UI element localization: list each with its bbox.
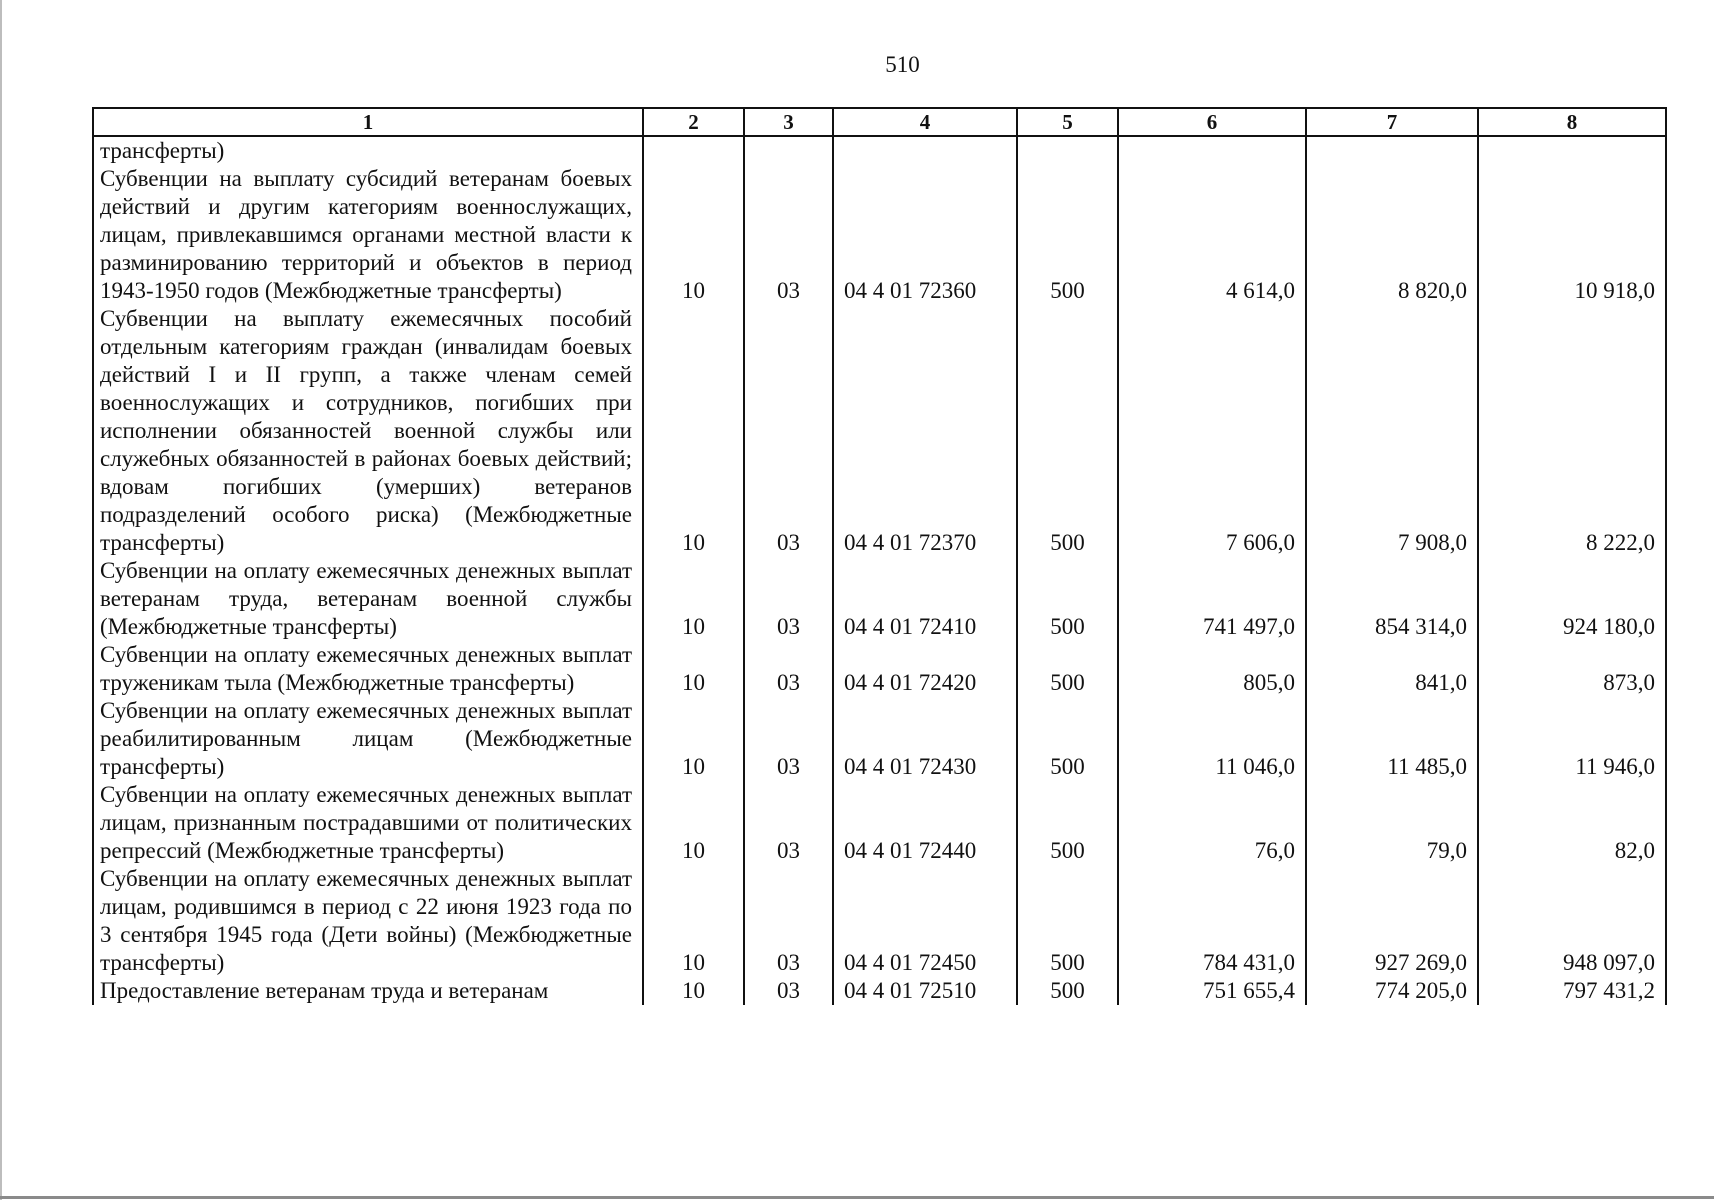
page-number: 510 (885, 52, 920, 77)
row-target-article: 04 4 01 72420 (833, 641, 1017, 697)
row-name: Предоставление ветеранам труда и ветеранам (93, 977, 643, 1005)
row-subsection: 03 (744, 865, 833, 977)
row-value-3 (1478, 136, 1666, 165)
row-expense-type: 500 (1017, 641, 1118, 697)
header-col-1: 1 (93, 108, 643, 136)
row-value-2 (1306, 136, 1478, 165)
table-row (93, 136, 1666, 165)
row-expense-type: 500 (1017, 781, 1118, 865)
row-expense-type (1017, 136, 1118, 165)
table-row (93, 165, 1666, 305)
row-value-1: 76,0 (1118, 781, 1306, 865)
row-value-1: 805,0 (1118, 641, 1306, 697)
header-col-3: 3 (744, 108, 833, 136)
row-value-3: 873,0 (1478, 641, 1666, 697)
row-target-article: 04 4 01 72450 (833, 865, 1017, 977)
row-subsection: 03 (744, 781, 833, 865)
table-row (93, 557, 1666, 641)
header-col-8: 8 (1478, 108, 1666, 136)
row-value-3: 948 097,0 (1478, 865, 1666, 977)
row-value-2: 841,0 (1306, 641, 1478, 697)
row-expense-type: 500 (1017, 977, 1118, 1005)
row-section: 10 (643, 305, 744, 557)
row-name: трансферты) (93, 136, 643, 165)
page-number-container (0, 52, 1714, 78)
table-row (93, 977, 1666, 1005)
row-subsection: 03 (744, 697, 833, 781)
budget-table (92, 107, 1667, 1005)
table-row (93, 305, 1666, 557)
row-value-2: 79,0 (1306, 781, 1478, 865)
row-name: Субвенции на оплату ежемесячных денежных выплат лицам, родившимся в период с 22 июня 1923 года по 3 сентября 1945 года (Дети войны) (Межбюджетные трансферты) (93, 865, 643, 977)
row-expense-type: 500 (1017, 557, 1118, 641)
row-value-1 (1118, 136, 1306, 165)
table-row (93, 865, 1666, 977)
scan-edge-left (0, 0, 2, 1200)
row-section: 10 (643, 781, 744, 865)
header-col-6: 6 (1118, 108, 1306, 136)
row-value-3: 82,0 (1478, 781, 1666, 865)
row-expense-type: 500 (1017, 305, 1118, 557)
row-name: Субвенции на выплату ежемесячных пособий отдельным категориям граждан (инвалидам боевых действий I и II групп, а также членам семей военнослужащих и сотрудников, погибших при исполнении обязанностей военной службы или служебных обязанностей в районах боевых действий; вдовам погибших (умерших) ветеранов подразделений особого риска) (Межбюджетные трансферты) (93, 305, 643, 557)
row-subsection: 03 (744, 305, 833, 557)
row-value-1: 7 606,0 (1118, 305, 1306, 557)
row-section: 10 (643, 697, 744, 781)
scan-edge-bottom (0, 1196, 1714, 1199)
row-value-2: 854 314,0 (1306, 557, 1478, 641)
row-section: 10 (643, 865, 744, 977)
row-target-article: 04 4 01 72430 (833, 697, 1017, 781)
row-subsection: 03 (744, 641, 833, 697)
row-value-2: 774 205,0 (1306, 977, 1478, 1005)
row-value-3: 11 946,0 (1478, 697, 1666, 781)
row-expense-type: 500 (1017, 865, 1118, 977)
row-value-1: 4 614,0 (1118, 165, 1306, 305)
row-target-article: 04 4 01 72510 (833, 977, 1017, 1005)
row-subsection (744, 136, 833, 165)
row-value-1: 751 655,4 (1118, 977, 1306, 1005)
row-value-1: 741 497,0 (1118, 557, 1306, 641)
row-section: 10 (643, 165, 744, 305)
row-value-3: 8 222,0 (1478, 305, 1666, 557)
row-section: 10 (643, 641, 744, 697)
row-value-3: 10 918,0 (1478, 165, 1666, 305)
row-subsection: 03 (744, 165, 833, 305)
header-col-2: 2 (643, 108, 744, 136)
table-row (93, 781, 1666, 865)
row-value-3: 797 431,2 (1478, 977, 1666, 1005)
row-value-3: 924 180,0 (1478, 557, 1666, 641)
row-target-article (833, 136, 1017, 165)
table-row (93, 641, 1666, 697)
row-target-article: 04 4 01 72360 (833, 165, 1017, 305)
row-name: Субвенции на оплату ежемесячных денежных выплат реабилитированным лицам (Межбюджетные трансферты) (93, 697, 643, 781)
row-value-2: 8 820,0 (1306, 165, 1478, 305)
row-name: Субвенции на оплату ежемесячных денежных выплат лицам, признанным пострадавшими от политических репрессий (Межбюджетные трансферты) (93, 781, 643, 865)
row-subsection: 03 (744, 977, 833, 1005)
row-subsection: 03 (744, 557, 833, 641)
row-value-2: 927 269,0 (1306, 865, 1478, 977)
row-name: Субвенции на выплату субсидий ветеранам боевых действий и другим категориям военнослужащих, лицам, привлекавшимся органами местной власти к разминированию территорий и объектов в период 1943-1950 годов (Межбюджетные трансферты) (93, 165, 643, 305)
row-expense-type: 500 (1017, 165, 1118, 305)
row-value-1: 784 431,0 (1118, 865, 1306, 977)
row-target-article: 04 4 01 72370 (833, 305, 1017, 557)
row-section (643, 136, 744, 165)
row-name: Субвенции на оплату ежемесячных денежных выплат ветеранам труда, ветеранам военной службы (Межбюджетные трансферты) (93, 557, 643, 641)
row-value-2: 7 908,0 (1306, 305, 1478, 557)
header-col-4: 4 (833, 108, 1017, 136)
row-name: Субвенции на оплату ежемесячных денежных выплат труженикам тыла (Межбюджетные трансферты) (93, 641, 643, 697)
row-target-article: 04 4 01 72410 (833, 557, 1017, 641)
header-col-5: 5 (1017, 108, 1118, 136)
row-section: 10 (643, 977, 744, 1005)
table-row (93, 697, 1666, 781)
row-target-article: 04 4 01 72440 (833, 781, 1017, 865)
row-value-2: 11 485,0 (1306, 697, 1478, 781)
row-section: 10 (643, 557, 744, 641)
row-expense-type: 500 (1017, 697, 1118, 781)
table-header-row (93, 108, 1666, 136)
row-value-1: 11 046,0 (1118, 697, 1306, 781)
header-col-7: 7 (1306, 108, 1478, 136)
